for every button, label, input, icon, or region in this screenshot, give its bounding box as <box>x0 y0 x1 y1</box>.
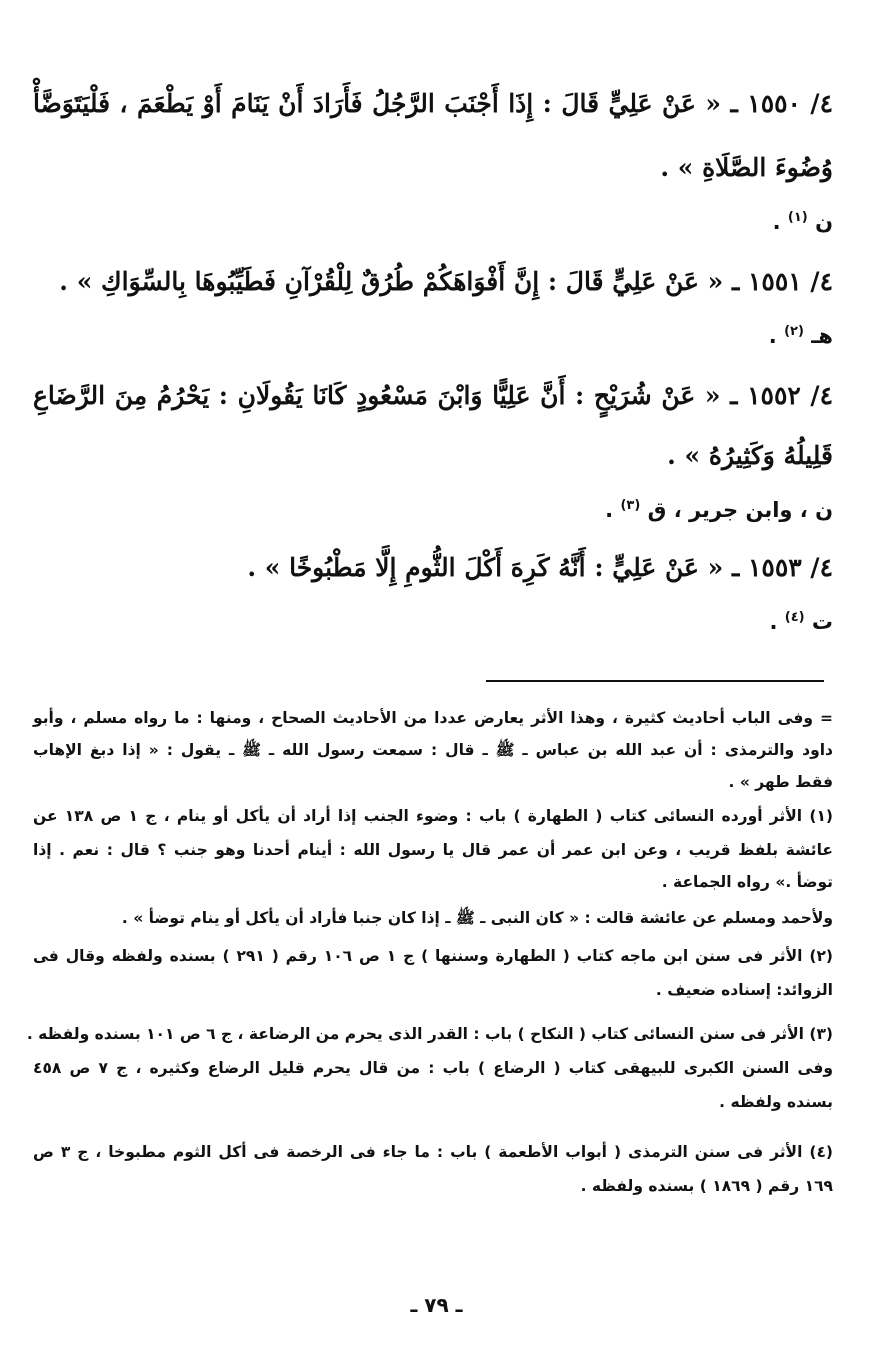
footnote-4-line-1: (٤) الأثر فى سنن الترمذى ( أبواب الأطعمة ) باب : ما جاء فى الرخصة فى أكل الثوم مطبوخا ، ج ٣ ص <box>33 1143 833 1161</box>
source-end: . <box>772 210 781 234</box>
footnote-1-line-1: (١) الأثر أورده النسائى كتاب ( الطهارة ) باب : وضوء الجنب إذا أراد أن يأكل أو ينام ، ج ١ ص ١٣٨ عن <box>33 807 833 825</box>
entry-1550-line-1: ٤/ ١٥٥٠ ـ « عَنْ عَلِيٍّ قَالَ : إِذَا أَجْنَبَ الرَّجُلُ فَأَرَادَ أَنْ يَنَامَ أَوْ يَطْعَمَ ، فَلْيَتَوَضَّأْ <box>33 89 833 118</box>
footnote-3-line-1: (٣) الأثر فى سنن النسائى كتاب ( النكاح ) باب : القدر الذى يحرم من الرضاعة ، ج ٦ ص ١٠١ بسنده ولفظه . <box>26 1025 833 1043</box>
source-code: ن <box>815 210 833 234</box>
footnote-ref: (٣) <box>620 498 641 513</box>
footnote-2-line-1: (٢) الأثر فى سنن ابن ماجه كتاب ( الطهارة وسننها ) ج ١ ص ١٠٦ رقم ( ٢٩١ ) بسنده ولفظه وقال فى <box>33 947 833 965</box>
entry-1551-line-1: ٤/ ١٥٥١ ـ « عَنْ عَلِيٍّ قَالَ : إِنَّ أَفْوَاهَكُمْ طُرُقٌ لِلْقُرْآنِ فَطَيِّبُوهَا بِالسِّوَاكِ » . <box>59 267 833 296</box>
entry-1550-source <box>33 204 833 240</box>
source-end: . <box>605 498 614 522</box>
footnote-continuation-line-3: فقط طهر » . <box>728 773 833 791</box>
entry-1552-line-1: ٤/ ١٥٥٢ ـ « عَنْ شُرَيْحٍ : أَنَّ عَلِيًّا وَابْنَ مَسْعُودٍ كَانَا يَقُولَانِ : يَحْرُمُ مِنَ الرَّضَاعِ <box>33 381 833 410</box>
footnote-divider <box>486 680 824 682</box>
source-end: . <box>768 324 777 348</box>
footnote-continuation-line-2: داود والترمذى : أن عبد الله بن عباس ـ ﷺ ـ قال : سمعت رسول الله ـ ﷺ ـ يقول : « إذا دبغ الإهاب <box>33 741 833 759</box>
entry-1550-line-2: وُضُوءَ الصَّلَاةِ » . <box>660 153 833 182</box>
footnote-ref: (٤) <box>784 610 805 625</box>
footnote-ref: (١) <box>787 210 808 225</box>
entry-1552-line-2: قَلِيلُهُ وَكَثِيرُهُ » . <box>667 441 833 470</box>
footnote-1-line-3: توضأ .» رواه الجماعة . <box>661 873 833 891</box>
entry-1553-source <box>33 604 833 640</box>
entry-1552-source <box>33 492 833 528</box>
footnote-1-line-2: عائشة بلفظ قريب ، وعن ابن عمر أن عمر قال يا رسول الله : أينام أحدنا وهو جنب ؟ قال : نعم . إذا <box>33 841 833 859</box>
footnote-4-line-2: ١٦٩ رقم ( ١٨٦٩ ) بسنده ولفظه . <box>580 1177 833 1195</box>
entry-1551-source <box>33 318 833 354</box>
footnote-3-line-3: بسنده ولفظه . <box>719 1093 833 1111</box>
source-code: هـ <box>811 324 833 348</box>
footnote-1-line-4: ولأحمد ومسلم عن عائشة قالت : « كان النبى ـ ﷺ ـ إذا كان جنبا فأراد أن يأكل أو ينام توضأ » . <box>121 909 833 927</box>
source-end: . <box>769 610 778 634</box>
footnote-3-line-2: وفى السنن الكبرى للبيهقى كتاب ( الرضاع ) باب : من قال يحرم قليل الرضاع وكثيره ، ج ٧ ص ٤٥٨ <box>33 1059 833 1077</box>
source-code: ن ، وابن جرير ، ق <box>647 498 833 522</box>
footnote-continuation-line-1: = وفى الباب أحاديث كثيرة ، وهذا الأثر يعارض عددا من الأحاديث الصحاح ، ومنها : ما رواه مسلم ، وأبو <box>33 709 833 727</box>
page-number: ـ ٧٩ ـ <box>410 1293 463 1317</box>
entry-1553-line-1: ٤/ ١٥٥٣ ـ « عَنْ عَلِيٍّ : أَنَّهُ كَرِهَ أَكْلَ الثُّومِ إِلَّا مَطْبُوخًا » . <box>247 553 833 582</box>
footnote-2-line-2: الزوائد: إسناده ضعيف . <box>655 981 833 999</box>
footnote-ref: (٢) <box>784 324 804 339</box>
source-code: ت <box>811 610 833 634</box>
